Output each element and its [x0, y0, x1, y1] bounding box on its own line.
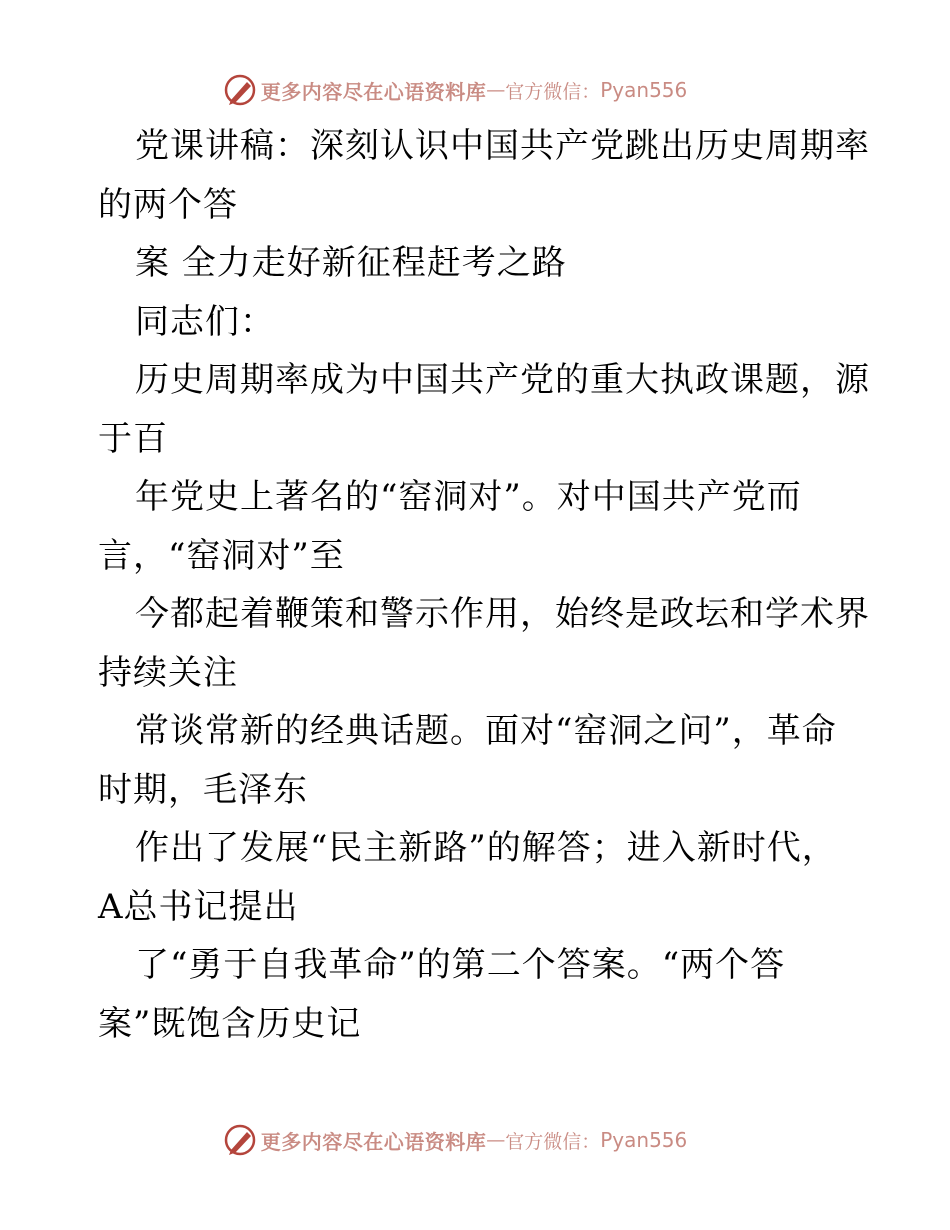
title-line: 的两个答 — [98, 184, 238, 225]
paragraph-line: A总书记提出 — [98, 886, 299, 927]
paragraph-line: 历史周期率成为中国共产党的重大执政课题，源 — [135, 360, 870, 400]
header-wechat-label: 官方微信： — [505, 80, 601, 103]
header-banner — [0, 70, 950, 110]
paragraph-line: 年党史上著名的“窑洞对”。对中国共产党而 — [135, 477, 802, 517]
paragraph-line: 持续关注 — [98, 652, 238, 693]
footer-wechat-id: Pyan556 — [600, 1128, 688, 1152]
paragraph-line: 了“勇于自我革命”的第二个答案。“两个答 — [135, 945, 786, 985]
header-promo-text: 更多内容尽在心语资料库 — [260, 79, 487, 104]
footer-promo-text: 更多内容尽在心语资料库 — [260, 1129, 487, 1154]
paragraph-line: 作出了发展“民主新路”的解答；进入新时代， — [135, 828, 837, 868]
title-line: 案 全力走好新征程赶考之路 — [135, 243, 567, 283]
header-separator: — — [486, 79, 506, 101]
title-line: 党课讲稿：深刻认识中国共产党跳出历史周期率 — [135, 126, 870, 166]
footer-wechat-label: 官方微信： — [505, 1130, 601, 1153]
pen-logo-icon — [223, 1123, 257, 1157]
pen-logo-icon — [223, 73, 257, 107]
salutation: 同志们： — [135, 301, 275, 342]
paragraph-line: 今都起着鞭策和警示作用，始终是政坛和学术界 — [135, 594, 870, 634]
footer-separator: — — [486, 1129, 506, 1151]
paragraph-line: 于百 — [98, 418, 168, 459]
document-body — [98, 117, 870, 1053]
paragraph-line: 常谈常新的经典话题。面对“窑洞之问”，革命 — [135, 711, 837, 751]
paragraph-line: 时期，毛泽东 — [98, 769, 308, 810]
footer-banner — [0, 1120, 950, 1160]
header-wechat-id: Pyan556 — [600, 78, 688, 102]
paragraph-line: 言，“窑洞对”至 — [98, 535, 345, 576]
paragraph-line: 案”既饱含历史记 — [98, 1003, 362, 1044]
